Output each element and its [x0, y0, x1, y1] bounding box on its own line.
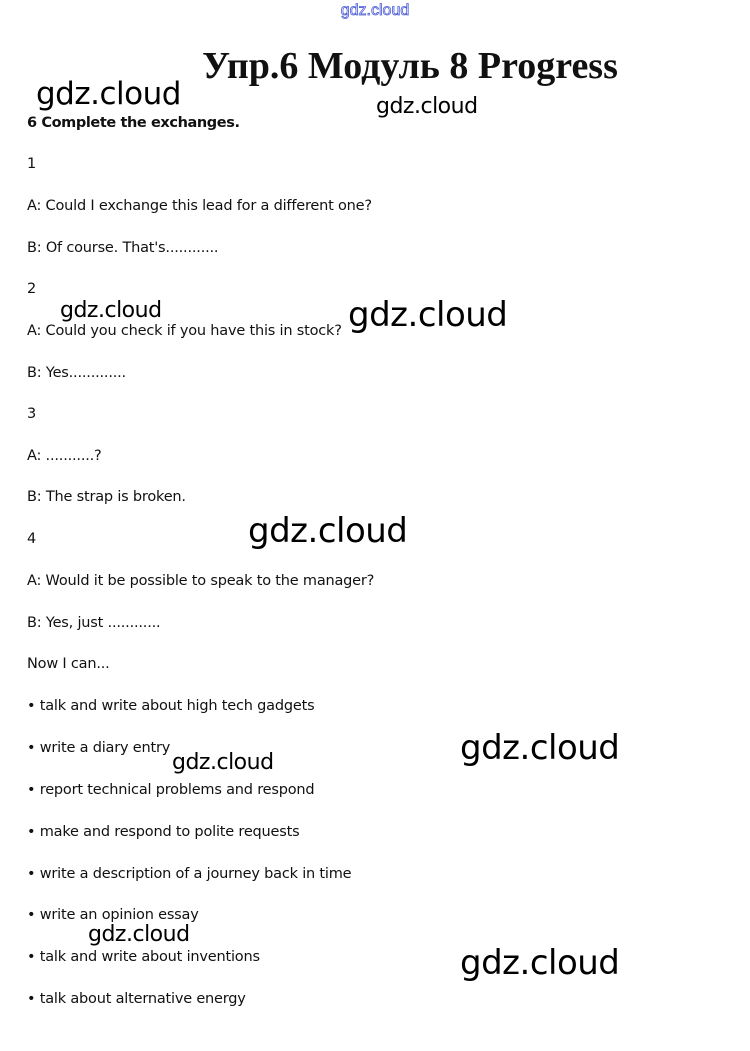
watermark: gdz.cloud	[36, 76, 181, 112]
item-number: 3	[27, 406, 37, 422]
watermark: gdz.cloud	[88, 922, 190, 947]
list-item: • write an opinion essay	[27, 907, 199, 923]
list-item: • talk and write about high tech gadgets	[27, 698, 315, 714]
line-a: A: ...........?	[27, 448, 102, 464]
list-item: • write a description of a journey back in time	[27, 866, 352, 882]
item-number: 1	[27, 156, 37, 172]
watermark: gdz.cloud	[348, 295, 508, 335]
page-title: Упр.6 Модуль 8 Progress	[202, 45, 618, 87]
watermark: gdz.cloud	[172, 750, 274, 775]
item-number: 4	[27, 531, 37, 547]
item-number: 2	[27, 281, 37, 297]
watermark: gdz.cloud	[60, 298, 162, 323]
exercise-heading: 6 Complete the exchanges.	[27, 115, 240, 131]
list-item: • talk about alternative energy	[27, 991, 246, 1007]
watermark: gdz.cloud	[460, 943, 620, 983]
list-item: • talk and write about inventions	[27, 949, 260, 965]
watermark: gdz.cloud	[460, 728, 620, 768]
watermark: gdz.cloud	[376, 94, 478, 119]
list-item: • report technical problems and respond	[27, 782, 315, 798]
list-item: • write a diary entry	[27, 740, 171, 756]
line-b: B: Of course. That's............	[27, 240, 219, 256]
line-b: B: The strap is broken.	[27, 489, 186, 505]
line-a: A: Could you check if you have this in stock?	[27, 323, 342, 339]
line-a: A: Could I exchange this lead for a different one?	[27, 198, 372, 214]
now-i-can-heading: Now I can...	[27, 656, 110, 672]
line-b: B: Yes, just ............	[27, 615, 161, 631]
site-watermark-top: gdz.cloud	[340, 2, 410, 19]
line-b: B: Yes.............	[27, 365, 126, 381]
line-a: A: Would it be possible to speak to the manager?	[27, 573, 375, 589]
list-item: • make and respond to polite requests	[27, 824, 300, 840]
watermark: gdz.cloud	[248, 511, 408, 551]
